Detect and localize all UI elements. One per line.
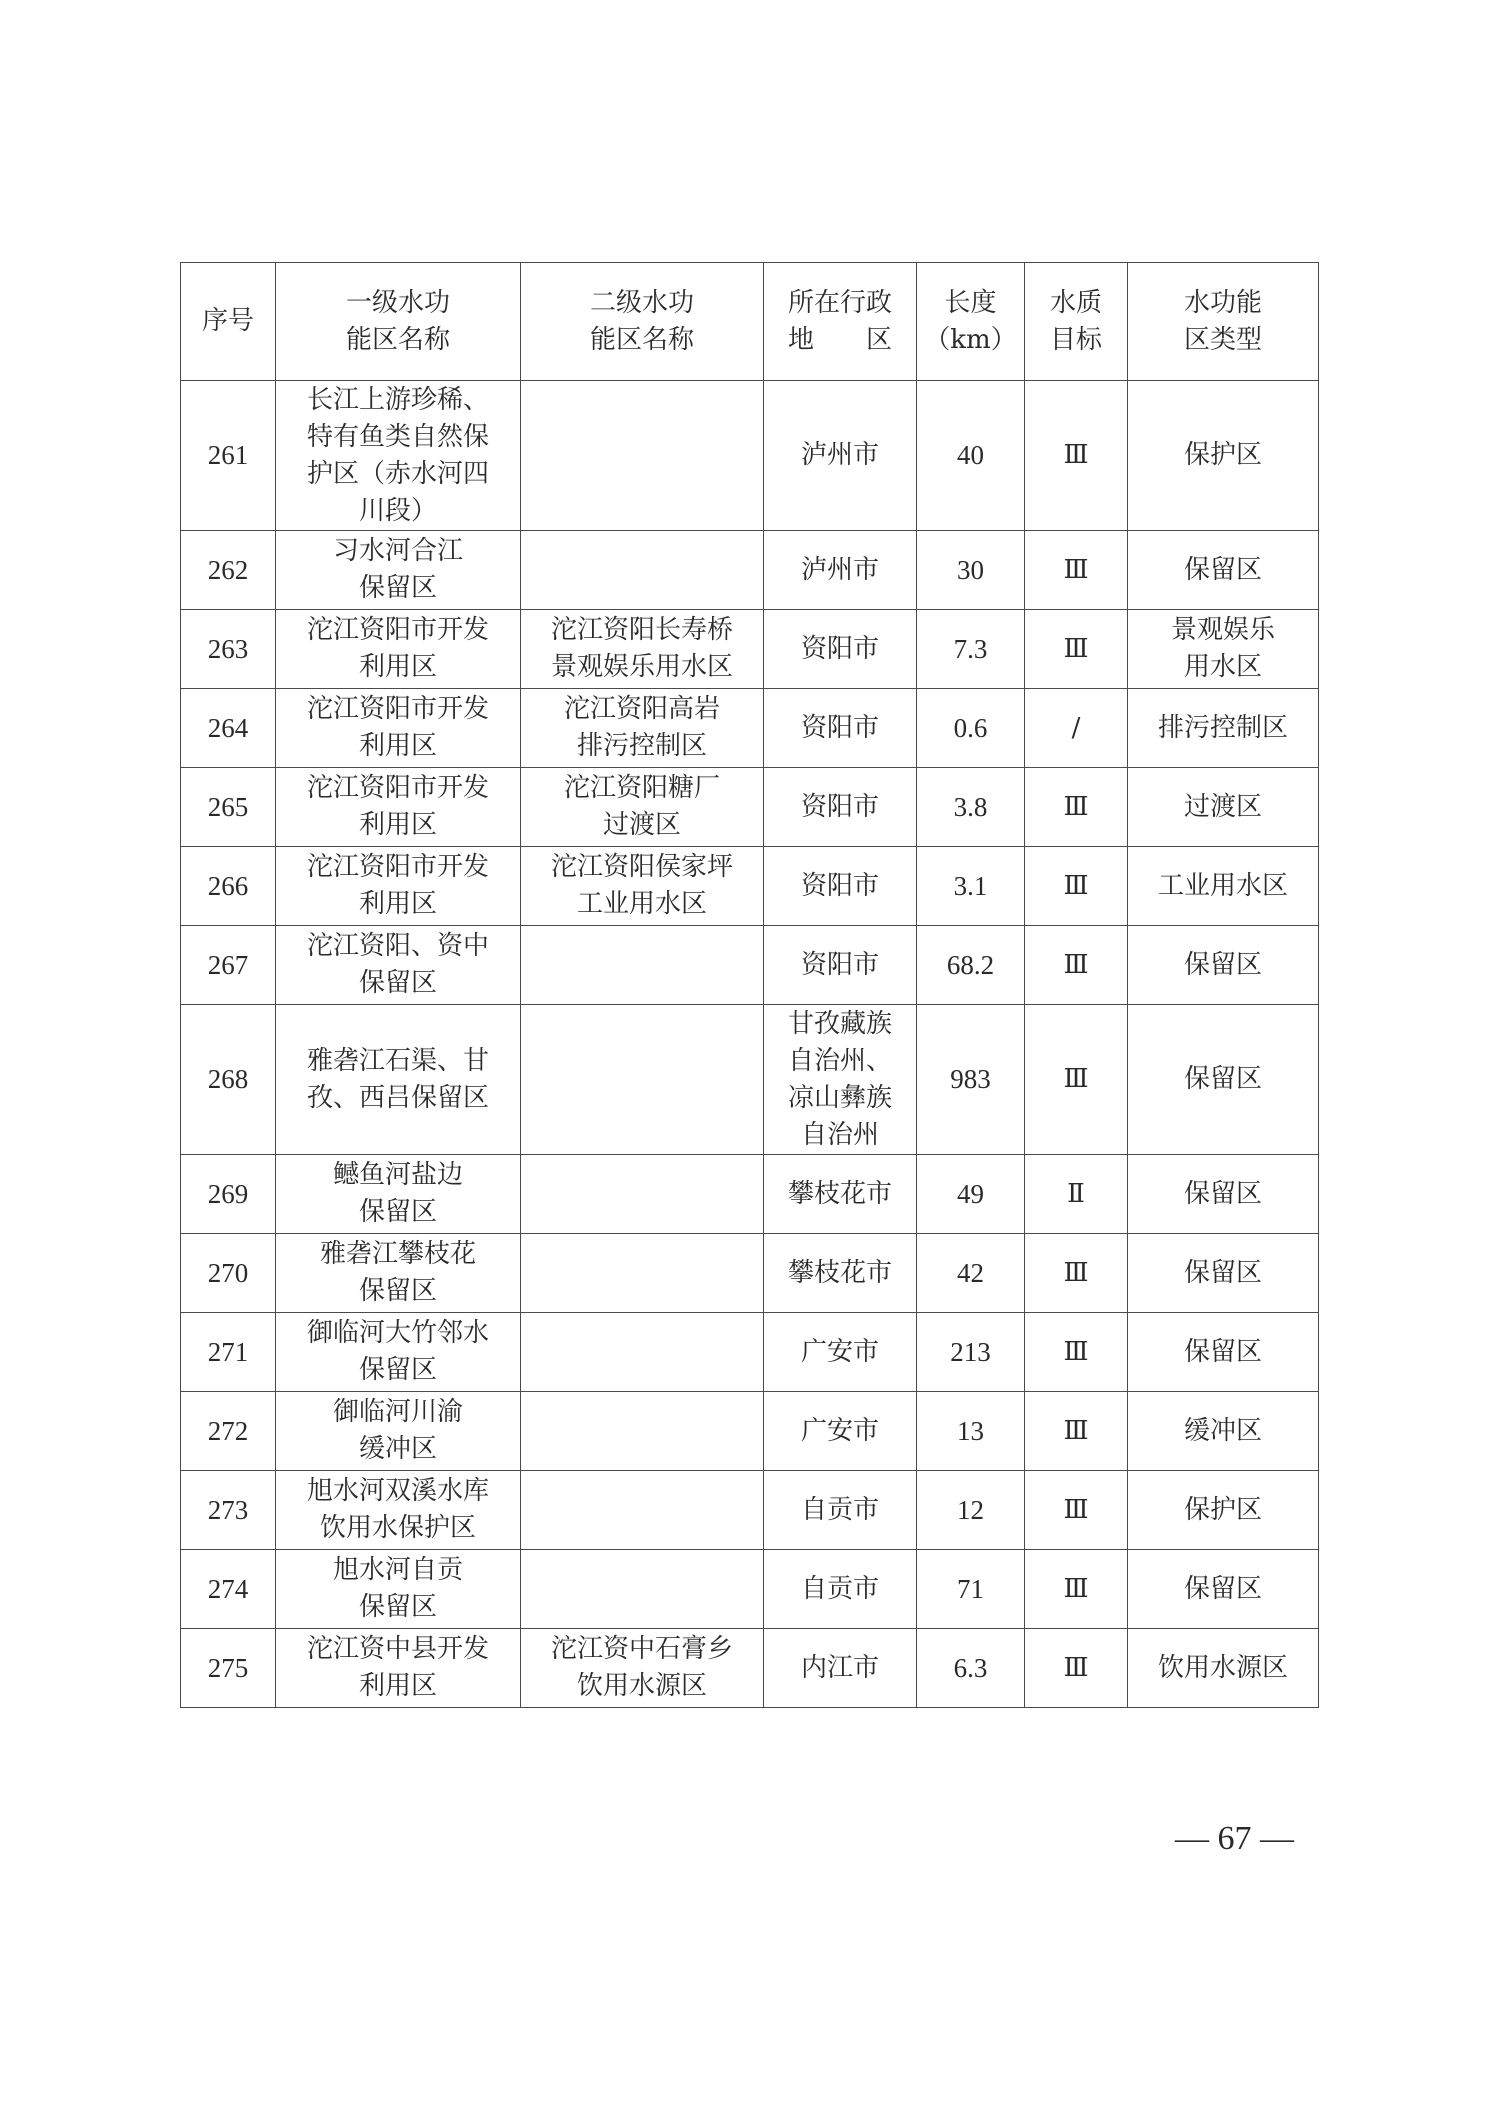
row-level2-zone: 沱江资阳高岩 排污控制区 <box>521 689 764 768</box>
row-serial: 274 <box>181 1550 276 1629</box>
row-serial: 264 <box>181 689 276 768</box>
row-serial: 270 <box>181 1234 276 1313</box>
row-level1-zone: 长江上游珍稀、 特有鱼类自然保 护区（赤水河四 川段） <box>276 381 521 531</box>
row-zone-type: 景观娱乐 用水区 <box>1128 610 1319 689</box>
row-level2-zone: 沱江资中石膏乡 饮用水源区 <box>521 1629 764 1708</box>
table-row <box>181 1471 1319 1550</box>
row-region: 内江市 <box>764 1629 917 1708</box>
row-quality: Ⅲ <box>1025 1313 1128 1392</box>
row-level1-zone: 鳡鱼河盐边 保留区 <box>276 1155 521 1234</box>
row-quality: Ⅲ <box>1025 768 1128 847</box>
row-quality: Ⅲ <box>1025 610 1128 689</box>
row-level1-zone: 雅砻江攀枝花 保留区 <box>276 1234 521 1313</box>
row-level2-zone <box>521 926 764 1005</box>
row-level2-zone <box>521 1313 764 1392</box>
row-serial: 272 <box>181 1392 276 1471</box>
row-length: 3.8 <box>917 768 1025 847</box>
row-zone-type: 缓冲区 <box>1128 1392 1319 1471</box>
row-region: 资阳市 <box>764 610 917 689</box>
row-serial: 266 <box>181 847 276 926</box>
header-length: 长度 （km） <box>917 263 1025 381</box>
table-row <box>181 381 1319 531</box>
row-serial: 275 <box>181 1629 276 1708</box>
row-length: 12 <box>917 1471 1025 1550</box>
row-length: 13 <box>917 1392 1025 1471</box>
row-region: 广安市 <box>764 1313 917 1392</box>
table-row <box>181 1313 1319 1392</box>
row-level2-zone <box>521 1392 764 1471</box>
table-row <box>181 610 1319 689</box>
table-row <box>181 847 1319 926</box>
row-length: 0.6 <box>917 689 1025 768</box>
table-row <box>181 1392 1319 1471</box>
row-serial: 265 <box>181 768 276 847</box>
row-quality: Ⅲ <box>1025 381 1128 531</box>
row-level2-zone <box>521 1155 764 1234</box>
row-serial: 263 <box>181 610 276 689</box>
row-level1-zone: 沱江资阳市开发 利用区 <box>276 610 521 689</box>
row-zone-type: 保留区 <box>1128 1313 1319 1392</box>
row-zone-type: 保留区 <box>1128 1550 1319 1629</box>
row-level1-zone: 旭水河双溪水库 饮用水保护区 <box>276 1471 521 1550</box>
row-level2-zone <box>521 1234 764 1313</box>
row-region: 自贡市 <box>764 1471 917 1550</box>
row-region: 自贡市 <box>764 1550 917 1629</box>
table-row <box>181 926 1319 1005</box>
row-region: 资阳市 <box>764 926 917 1005</box>
row-length: 983 <box>917 1005 1025 1155</box>
row-level2-zone <box>521 1005 764 1155</box>
row-level1-zone: 沱江资阳市开发 利用区 <box>276 768 521 847</box>
row-quality: Ⅲ <box>1025 531 1128 610</box>
row-zone-type: 保留区 <box>1128 1005 1319 1155</box>
row-zone-type: 过渡区 <box>1128 768 1319 847</box>
row-quality: Ⅲ <box>1025 847 1128 926</box>
table-row <box>181 1005 1319 1155</box>
row-quality: Ⅲ <box>1025 1550 1128 1629</box>
row-zone-type: 排污控制区 <box>1128 689 1319 768</box>
row-region: 甘孜藏族 自治州、 凉山彝族 自治州 <box>764 1005 917 1155</box>
row-region: 攀枝花市 <box>764 1234 917 1313</box>
table-row <box>181 1550 1319 1629</box>
row-length: 42 <box>917 1234 1025 1313</box>
row-serial: 268 <box>181 1005 276 1155</box>
row-length: 40 <box>917 381 1025 531</box>
row-serial: 267 <box>181 926 276 1005</box>
row-quality: Ⅲ <box>1025 1234 1128 1313</box>
header-level2-zone: 二级水功 能区名称 <box>521 263 764 381</box>
row-length: 68.2 <box>917 926 1025 1005</box>
header-serial: 序号 <box>181 263 276 381</box>
row-quality: Ⅲ <box>1025 1392 1128 1471</box>
row-level2-zone: 沱江资阳侯家坪 工业用水区 <box>521 847 764 926</box>
header-zone-type: 水功能 区类型 <box>1128 263 1319 381</box>
row-length: 71 <box>917 1550 1025 1629</box>
row-serial: 271 <box>181 1313 276 1392</box>
row-region: 广安市 <box>764 1392 917 1471</box>
row-serial: 269 <box>181 1155 276 1234</box>
row-level2-zone <box>521 531 764 610</box>
row-quality: Ⅲ <box>1025 1629 1128 1708</box>
row-region: 泸州市 <box>764 531 917 610</box>
header-row <box>181 263 1319 381</box>
row-serial: 262 <box>181 531 276 610</box>
row-zone-type: 饮用水源区 <box>1128 1629 1319 1708</box>
row-length: 213 <box>917 1313 1025 1392</box>
table-row <box>181 768 1319 847</box>
row-level1-zone: 御临河大竹邻水 保留区 <box>276 1313 521 1392</box>
header-quality: 水质 目标 <box>1025 263 1128 381</box>
row-serial: 261 <box>181 381 276 531</box>
row-level1-zone: 旭水河自贡 保留区 <box>276 1550 521 1629</box>
row-level1-zone: 习水河合江 保留区 <box>276 531 521 610</box>
row-zone-type: 保护区 <box>1128 381 1319 531</box>
table-row <box>181 1155 1319 1234</box>
row-region: 攀枝花市 <box>764 1155 917 1234</box>
row-level2-zone <box>521 1550 764 1629</box>
row-level1-zone: 御临河川渝 缓冲区 <box>276 1392 521 1471</box>
row-level1-zone: 沱江资阳、资中 保留区 <box>276 926 521 1005</box>
row-length: 3.1 <box>917 847 1025 926</box>
row-level1-zone: 沱江资中县开发 利用区 <box>276 1629 521 1708</box>
header-region: 所在行政 地 区 <box>764 263 917 381</box>
row-level1-zone: 沱江资阳市开发 利用区 <box>276 689 521 768</box>
row-zone-type: 保留区 <box>1128 1155 1319 1234</box>
row-serial: 273 <box>181 1471 276 1550</box>
row-region: 资阳市 <box>764 689 917 768</box>
row-level1-zone: 雅砻江石渠、甘 孜、西吕保留区 <box>276 1005 521 1155</box>
row-quality: Ⅲ <box>1025 1471 1128 1550</box>
row-zone-type: 保留区 <box>1128 926 1319 1005</box>
row-zone-type: 保留区 <box>1128 1234 1319 1313</box>
page-number: — 67 — <box>1175 1820 1294 1857</box>
row-level2-zone: 沱江资阳糖厂 过渡区 <box>521 768 764 847</box>
water-function-zone-table <box>180 262 1319 1708</box>
row-quality: / <box>1025 689 1128 768</box>
row-level2-zone <box>521 1471 764 1550</box>
table-row <box>181 1629 1319 1708</box>
row-region: 资阳市 <box>764 768 917 847</box>
row-length: 49 <box>917 1155 1025 1234</box>
row-quality: Ⅲ <box>1025 1005 1128 1155</box>
row-quality: Ⅱ <box>1025 1155 1128 1234</box>
row-quality: Ⅲ <box>1025 926 1128 1005</box>
row-zone-type: 工业用水区 <box>1128 847 1319 926</box>
row-zone-type: 保护区 <box>1128 1471 1319 1550</box>
header-level1-zone: 一级水功 能区名称 <box>276 263 521 381</box>
row-length: 30 <box>917 531 1025 610</box>
row-region: 资阳市 <box>764 847 917 926</box>
table-row <box>181 531 1319 610</box>
row-level2-zone <box>521 381 764 531</box>
row-length: 7.3 <box>917 610 1025 689</box>
row-zone-type: 保留区 <box>1128 531 1319 610</box>
row-length: 6.3 <box>917 1629 1025 1708</box>
row-region: 泸州市 <box>764 381 917 531</box>
row-level1-zone: 沱江资阳市开发 利用区 <box>276 847 521 926</box>
row-level2-zone: 沱江资阳长寿桥 景观娱乐用水区 <box>521 610 764 689</box>
table-row <box>181 1234 1319 1313</box>
table-row <box>181 689 1319 768</box>
